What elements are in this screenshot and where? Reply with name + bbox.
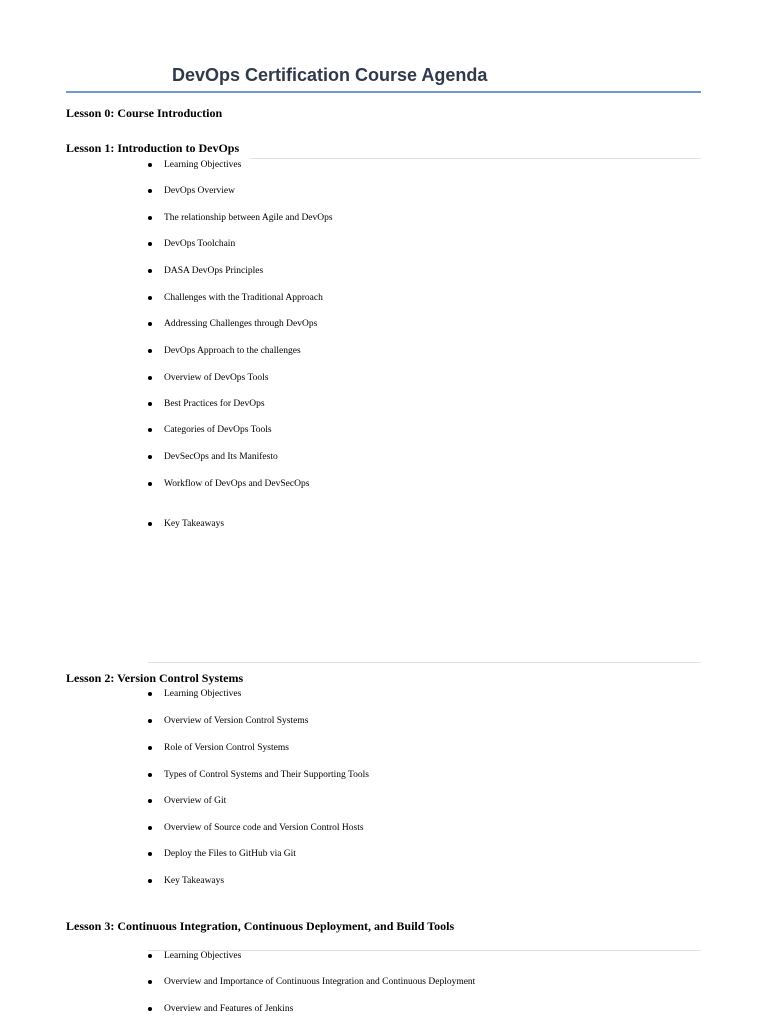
lesson-heading-2: Lesson 2: Version Control Systems [66,671,244,685]
bullet-icon [148,773,152,777]
bullet-icon [148,954,152,958]
bullet-icon [148,376,152,380]
bullet-icon [148,799,152,803]
bullet-icon [148,852,152,856]
bullet-icon [148,322,152,326]
bullet-icon [148,402,152,406]
section-divider [148,662,701,663]
bullet-icon [148,826,152,830]
section-divider [250,158,701,159]
bullet-icon [148,746,152,750]
bullet-icon [148,692,152,696]
bullet-icon [148,349,152,353]
page-title: DevOps Certification Course Agenda [172,65,488,85]
bullet-icon [148,719,152,723]
bullet-icon [148,269,152,273]
lesson-heading-1: Lesson 1: Introduction to DevOps [66,141,240,155]
bullet-icon [148,428,152,432]
bullet-icon [148,1007,152,1011]
lesson-heading-0: Lesson 0: Course Introduction [66,106,223,120]
title-underline [66,91,701,93]
bullet-icon [148,296,152,300]
bullet-icon [148,522,152,526]
bullet-icon [148,189,152,193]
bullet-icon [148,482,152,486]
lesson-heading-3: Lesson 3: Continuous Integration, Continuous Deployment, and Build Tools [66,919,455,933]
bullet-icon [148,455,152,459]
bullet-icon [148,163,152,167]
bullet-icon [148,216,152,220]
bullet-icon [148,879,152,883]
bullet-icon [148,980,152,984]
bullet-icon [148,242,152,246]
